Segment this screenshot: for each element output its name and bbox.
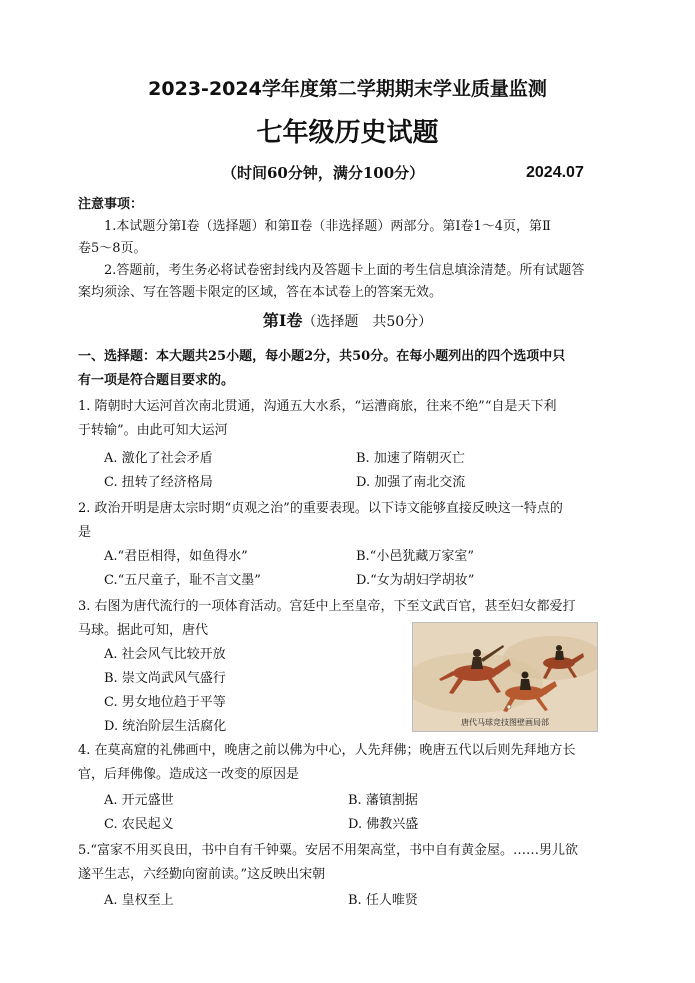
q3-option-c: C. 男女地位趋于平等 [104, 695, 226, 710]
notice-item2-line2: 案均须涂、写在答题卡限定的区域，答在本试卷上的答案无效。 [78, 285, 443, 300]
section-heading [0, 312, 695, 331]
q1-option-a: A. 激化了社会矛盾 [104, 451, 213, 466]
exam-title: 2023-2024学年度第二学期期末学业质量监测 [148, 78, 547, 100]
q1-option-c: C. 扭转了经济格局 [104, 475, 213, 490]
q5-stem-line2: 遂平生志，六经勤向窗前读。”这反映出宋朝 [78, 867, 326, 882]
section-subtitle: （选择题 共50分） [302, 314, 433, 330]
q3-option-b: B. 崇文尚武风气盛行 [104, 671, 226, 686]
notice-item1-line2: 卷5～8页。 [78, 241, 147, 256]
subject-title: 七年级历史试题 [256, 118, 439, 148]
q2-option-d: D.“女为胡妇学胡妆” [356, 573, 475, 588]
q4-stem-line2: 官，后拜佛像。造成这一改变的原因是 [78, 767, 300, 782]
q1-option-d: D. 加强了南北交流 [356, 475, 466, 490]
q4-option-c: C. 农民起义 [104, 817, 174, 832]
q1-option-b: B. 加速了隋朝灭亡 [356, 451, 465, 466]
q2-stem-line1: 2. 政治开明是唐太宗时期“贞观之治”的重要表现。以下诗文能够直接反映这一特点的 [78, 501, 563, 516]
image-caption: 唐代马球竞技图壁画局部 [461, 718, 549, 727]
q5-option-a: A. 皇权至上 [104, 893, 174, 908]
instructions-line2: 有一项是符合题目要求的。 [78, 373, 235, 388]
q5-stem-line1: 5.“富家不用买良田，书中自有千钟粟。安居不用架高堂，书中自有黄金屋。……男儿欲 [78, 843, 579, 858]
q2-option-a: A.“君臣相得，如鱼得水” [104, 549, 248, 564]
q2-option-c: C.“五尺童子，耻不言文墨” [104, 573, 261, 588]
q3-stem-line2: 马球。据此可知，唐代 [78, 623, 209, 638]
q2-option-b: B.“小邑犹藏万家室” [356, 549, 474, 564]
q3-stem-line1: 3. 右图为唐代流行的一项体育活动。宫廷中上至皇帝，下至文武百官，甚至妇女都爱打 [78, 599, 576, 614]
q1-stem-line2: 于转输”。由此可知大运河 [78, 423, 228, 438]
exam-time-score: （时间60分钟，满分100分） [222, 164, 425, 182]
notice-item2-line1: 2.答题前，考生务必将试卷密封线内及答题卡上面的考生信息填涂清楚。所有试题答 [104, 263, 585, 278]
q1-stem-line1: 1. 隋朝时大运河首次南北贯通，沟通五大水系，“运漕商旅，往来不绝”“自是天下利 [78, 399, 557, 414]
q5-option-b: B. 任人唯贤 [348, 893, 418, 908]
polo-mural-illustration [413, 623, 597, 731]
section-title: 第Ⅰ卷 [262, 311, 303, 330]
exam-date: 2024.07 [526, 164, 584, 181]
notice-heading: 注意事项： [78, 197, 144, 212]
q3-option-d: D. 统治阶层生活腐化 [104, 719, 227, 734]
q4-stem-line1: 4. 在莫高窟的礼佛画中，晚唐之前以佛为中心，人先拜佛；晚唐五代以后则先拜地方长 [78, 743, 576, 758]
q4-option-b: B. 藩镇割据 [348, 793, 418, 808]
q3-option-a: A. 社会风气比较开放 [104, 647, 226, 662]
instructions-line1: 一、选择题：本大题共25小题，每小题2分，共50分。在每小题列出的四个选项中只 [78, 349, 566, 364]
q2-stem-line2: 是 [78, 525, 92, 540]
notice-item1-line1: 1.本试题分第Ⅰ卷（选择题）和第Ⅱ卷（非选择题）两部分。第Ⅰ卷1～4页，第Ⅱ [104, 219, 551, 234]
q4-option-a: A. 开元盛世 [104, 793, 174, 808]
polo-mural-image [412, 622, 598, 732]
q4-option-d: D. 佛教兴盛 [348, 817, 419, 832]
